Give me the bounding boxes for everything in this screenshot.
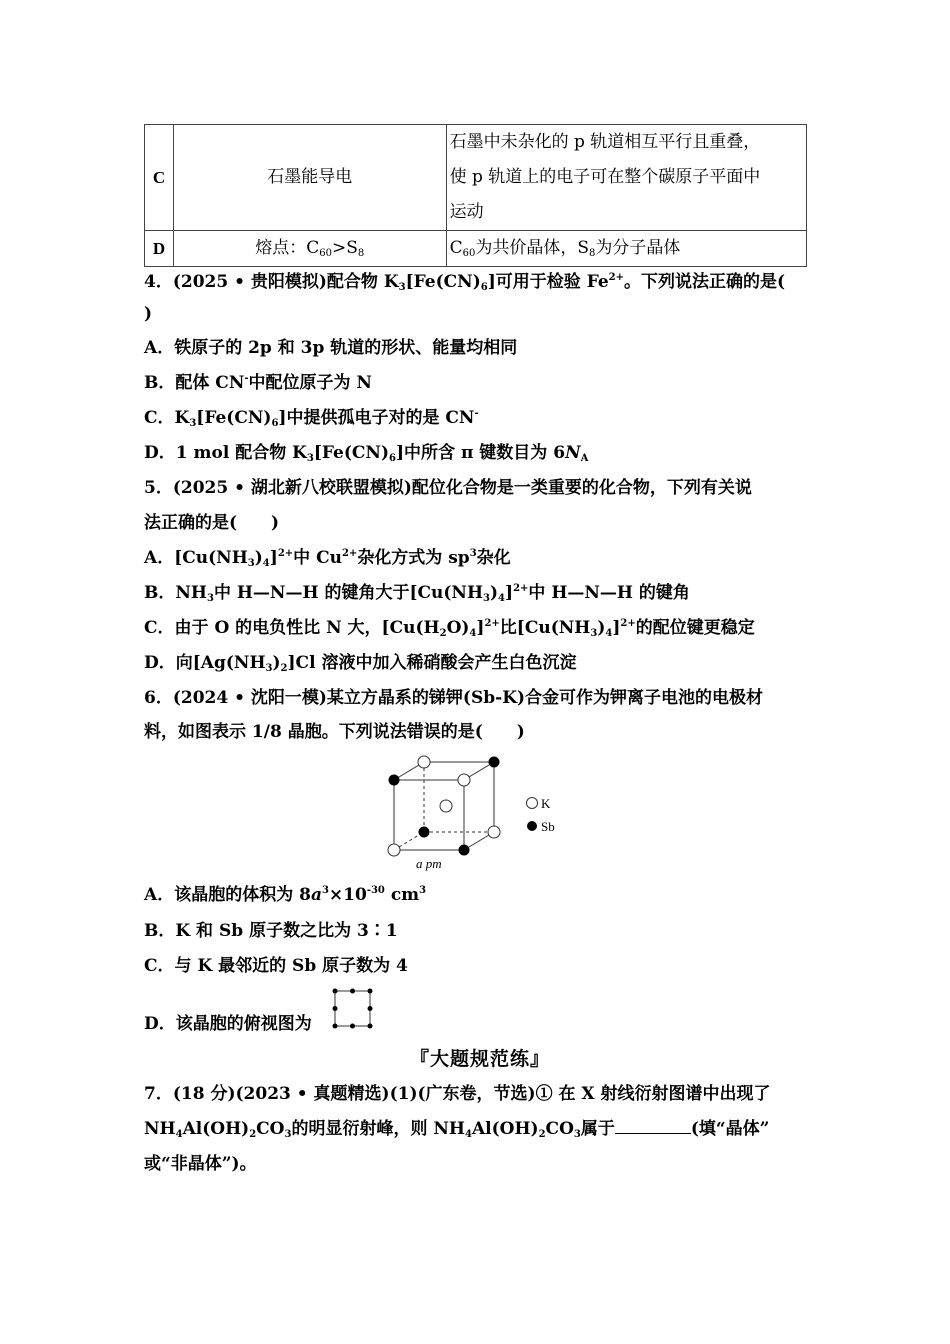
explanation-line: 使 p 轨道上的电子可在整个碳原子平面中	[449, 167, 761, 187]
q5-option-c: C．由于 O 的电负性比 N 大，$[Cu(H_2O)_4]^{2+}$比$[Cu(NH_3)_4]^{2+}$的配位键更稳定	[144, 618, 755, 639]
q6-option-a: A．该晶胞的体积为 $8a^3\times 10^{-30}$ $cm^3$	[144, 885, 427, 905]
q6-stem-2: 料，如图表示 1/8 晶胞。下列说法错误的是( )	[144, 722, 525, 742]
q4-option-d: D．1 mol 配合物 $K_3[Fe(CN)_6]$中所含 π 键数目为 $6N_A$	[144, 443, 589, 464]
q4-option-a: A．铁原子的 2p 和 3p 轨道的形状、能量均相同	[144, 338, 518, 358]
sb-atom	[489, 757, 500, 768]
q7-stem-2: $NH_4Al(OH)_2CO_3$的明显衍射峰，则 $NH_4Al(OH)_2CO_3$属于 (填“晶体”	[144, 1119, 770, 1140]
legend-k-marker	[527, 798, 538, 809]
k-atom	[388, 844, 400, 856]
sb-atom	[389, 775, 400, 786]
q4-stem-end: )	[144, 304, 153, 324]
q6-option-d: D．该晶胞的俯视图为	[144, 1014, 312, 1034]
q7-stem: 7．(18 分)(2023 • 真题精选)(1)(广东卷，节选)① 在 X 射线衍射图谱中出现了	[144, 1084, 771, 1104]
legend-sb-marker	[527, 821, 537, 831]
q6-stem: 6．(2024 • 沈阳一模)某立方晶系的锑钾(Sb-K)合金可作为钾离子电池的电极材	[144, 688, 764, 708]
q5-option-b: B．$NH_3$中 H—N—H 的键角大于$[Cu(NH_3)_4]^{2+}$中 H—N—H 的键角	[144, 583, 690, 604]
q5-stem-2: 法正确的是( )	[144, 513, 280, 533]
q6-option-c: C．与 K 最邻近的 Sb 原子数为 4	[144, 956, 408, 976]
row-letter: C	[145, 125, 174, 231]
row-letter: D	[145, 231, 174, 267]
options-table	[144, 124, 807, 267]
section-heading: 『大题规范练』	[410, 1048, 551, 1070]
k-atom	[418, 756, 430, 768]
q5-option-a: A．$[Cu(NH_3)_4]^{2+}$中 $Cu^{2+}$杂化方式为 $sp^3$杂化	[144, 548, 511, 569]
legend-sb-label: Sb	[541, 819, 555, 834]
edge-length-label: a pm	[416, 856, 442, 871]
q7-stem-3: 或“非晶体”)。	[144, 1154, 257, 1174]
k-atom	[440, 800, 452, 812]
row-explanation	[446, 125, 806, 231]
k-atom	[488, 826, 500, 838]
answer-blank[interactable]	[615, 1119, 691, 1134]
table-row	[145, 231, 807, 267]
top-view-figure	[330, 986, 376, 1032]
q5-stem: 5．(2025 • 湖北新八校联盟模拟)配位化合物是一类重要的化合物，下列有关说	[144, 478, 752, 498]
sb-atom	[459, 845, 470, 856]
row-statement: 熔点：$C_{60}>S_8$	[173, 231, 446, 267]
sb-atom	[419, 827, 430, 838]
explanation-line: 石墨中未杂化的 p 轨道相互平行且重叠，	[449, 132, 761, 152]
legend-k-label: K	[541, 796, 551, 811]
q4-option-c: C．$K_3[Fe(CN)_6]$中提供孤电子对的是 CN-	[144, 408, 479, 429]
q5-option-d: D．向$[Ag(NH_3)_2]Cl$ 溶液中加入稀硝酸会产生白色沉淀	[144, 653, 577, 674]
k-atom	[458, 774, 470, 786]
row-statement: 石墨能导电	[173, 125, 446, 231]
q4-stem: 4．(2025 • 贵阳模拟)配合物 $K_3[Fe(CN)_6]$可用于检验 $Fe^{2+}$。下列说法正确的是(	[144, 272, 786, 293]
q4-option-b: B．配体 CN-中配位原子为 N	[144, 373, 372, 393]
row-explanation: $C_{60}$为共价晶体，$S_8$为分子晶体	[446, 231, 806, 267]
explanation-line: 运动	[449, 202, 484, 222]
table-row	[145, 125, 807, 231]
q6-option-b: B．K 和 Sb 原子数之比为 3∶1	[144, 921, 398, 941]
crystal-cell-figure	[380, 752, 570, 874]
